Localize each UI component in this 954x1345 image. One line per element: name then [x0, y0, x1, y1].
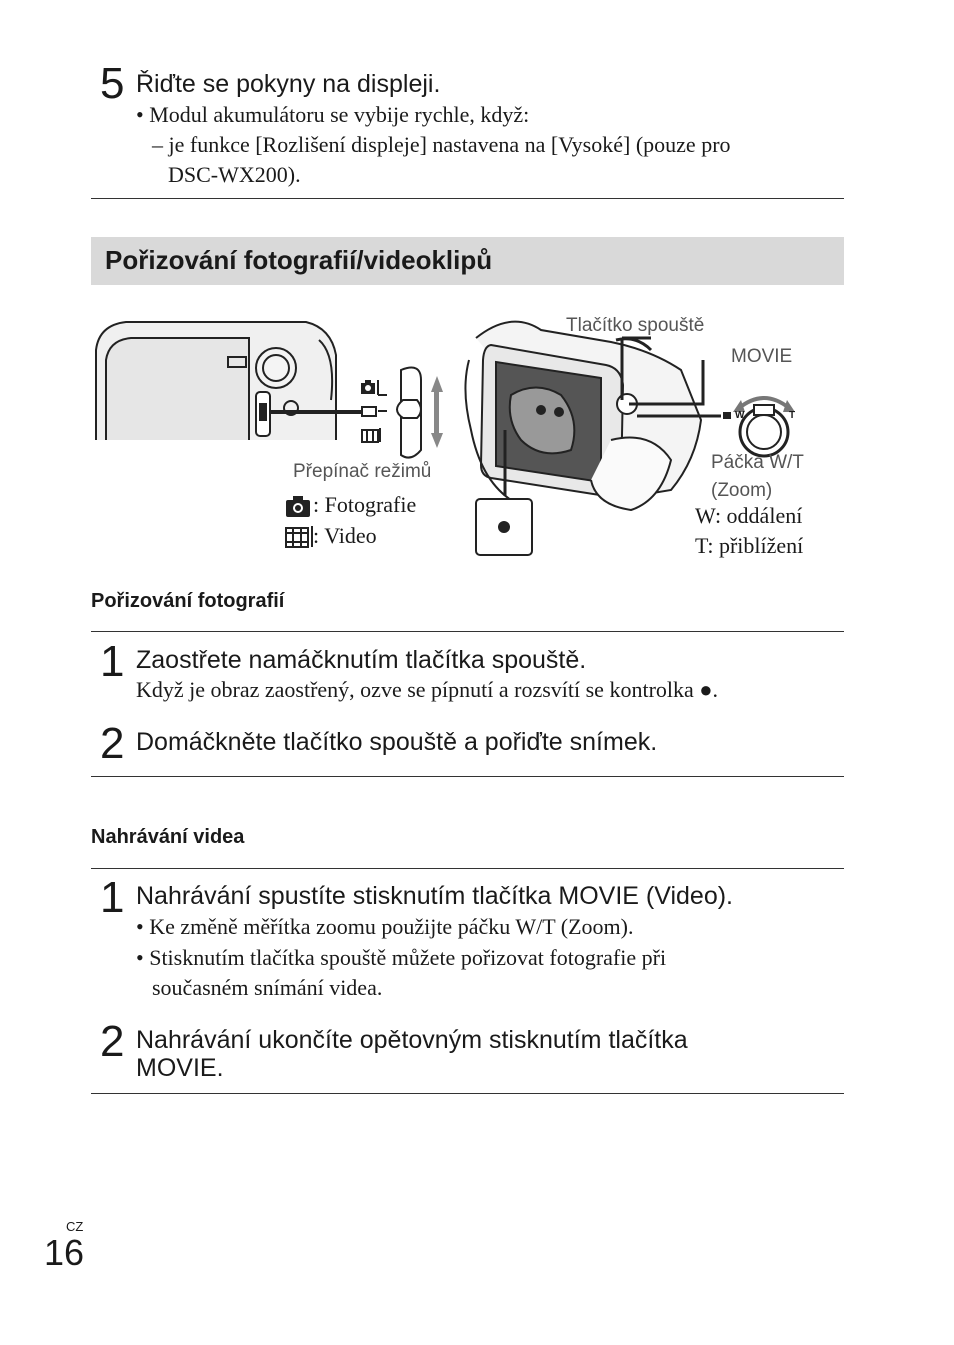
mode-switch-slider [397, 368, 421, 458]
camera-rear-illustration [96, 322, 336, 440]
divider [91, 631, 844, 632]
divider [91, 868, 844, 869]
legend-photo-text: : Fotografie [313, 492, 417, 517]
legend-video-text: : Video [313, 523, 377, 548]
photo-step1-title: Zaostřete namáčknutím tlačítka spouště. [136, 646, 587, 674]
video-step1-bullet1: • Ke změně měřítka zoomu použijte páčku W/T (Zoom). [136, 914, 634, 939]
photo-step1-number: 1 [100, 637, 125, 686]
video-step1-title: Nahrávání spustíte stisknutím tlačítka MOVIE (Video). [136, 882, 733, 910]
zoom-t-text: T: přiblížení [695, 533, 804, 558]
zoom-lever-icon [723, 398, 795, 456]
photo-heading: Pořizování fotografií [91, 590, 285, 612]
language-code: CZ [66, 1219, 84, 1234]
video-step2-title-line2: MOVIE. [136, 1054, 224, 1082]
section-title: Pořizování fotografií/videoklipů [105, 245, 493, 275]
video-step1-bullet2-line2: současném snímání videa. [152, 975, 383, 1000]
lever-w-label: W [735, 410, 745, 421]
mode-switch-icons [361, 380, 387, 442]
zoom-w-text: W: oddálení [695, 503, 803, 528]
step5-title: Řiďte se pokyny na displeji. [136, 70, 441, 98]
photo-step2-title: Domáčkněte tlačítko spouště a pořiďte snímek. [136, 728, 658, 756]
film-icon [285, 525, 315, 549]
label-zoom-line2: (Zoom) [711, 480, 773, 501]
step5-number: 5 [100, 59, 125, 108]
divider [91, 1093, 844, 1094]
video-step2-title-line1: Nahrávání ukončíte opětovným stisknutím tlačítka [136, 1026, 688, 1054]
video-step2-number: 2 [100, 1017, 125, 1066]
page-number: 16 [44, 1232, 85, 1273]
section-banner [91, 237, 844, 285]
step5-bullet: • Modul akumulátoru se vybije rychle, když: [136, 102, 530, 127]
label-mode-switch: Přepínač režimů [293, 461, 432, 482]
divider [91, 776, 844, 777]
divider [91, 198, 844, 199]
video-step1-bullet2-line1: • Stisknutím tlačítka spouště můžete pořizovat fotografie při [136, 945, 667, 970]
video-heading: Nahrávání videa [91, 826, 245, 848]
double-arrow-icon [431, 376, 443, 448]
lever-t-label: T [789, 410, 796, 421]
label-movie: MOVIE [731, 346, 793, 367]
video-step1-number: 1 [100, 873, 125, 922]
focus-indicator-icon [498, 521, 510, 533]
camera-icon [285, 494, 311, 518]
step5-dash-line1: – je funkce [Rozlišení displeje] nastavena na [Vysoké] (pouze pro [152, 132, 731, 157]
photo-step2-number: 2 [100, 719, 125, 768]
step5-dash-line2: DSC-WX200). [168, 162, 301, 187]
label-zoom-line1: Páčka W/T [711, 452, 804, 473]
label-shutter: Tlačítko spouště [566, 315, 705, 336]
photo-step1-note: Když je obraz zaostřený, ozve se pípnutí a rozsvítí se kontrolka ●. [136, 677, 719, 702]
